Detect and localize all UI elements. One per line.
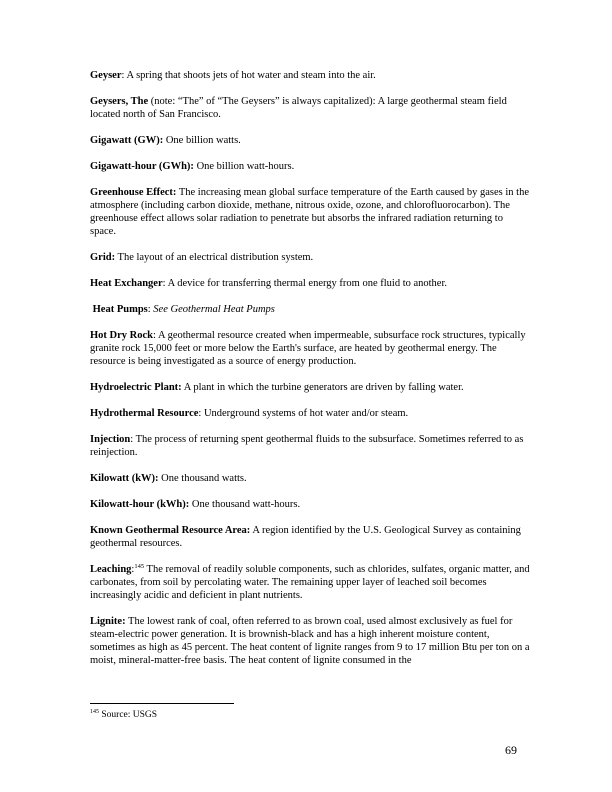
footnote-number: 145 [90,709,99,715]
term: Heat Pumps [92,304,148,315]
term: Lignite: [90,616,126,627]
term: Grid: [90,252,116,263]
definition: The removal of readily soluble components, such as chlorides, sulfates, organic matter, and carbonates, from soil by percolating water. The remaining upper layer of leached soil becomes increasingly acidic and deficient in plant nutrients. [90,564,530,601]
glossary-entry-kilowatt [90,472,530,485]
definition: A region identified by the U.S. Geological Survey as containing geothermal resources. [90,525,521,549]
term: Greenhouse Effect: [90,187,177,198]
glossary-entry-geysers-the [90,95,530,121]
term: Gigawatt (GW): [90,135,164,146]
footnote-text: Source: USGS [99,710,158,720]
term: Geyser [90,70,122,81]
separator: : [130,434,136,445]
term: Injection [90,434,131,445]
term: Hydroelectric Plant: [90,382,182,393]
separator: : [153,330,158,341]
definition: The layout of an electrical distribution system. [117,252,314,263]
page-number: 69 [505,743,517,757]
glossary-entry-gigawatt-hour [90,160,530,173]
separator: : [131,564,135,575]
definition: A geothermal resource created when impermeable, subsurface rock structures, typically granite rock 15,000 feet or more below the Earth's surface, are heated by geothermal energy. The resource is being investigated as a source of energy production. [90,330,526,367]
definition: The increasing mean global surface temperature of the Earth caused by gases in the atmosphere (including carbon dioxide, methane, nitrous oxide, ozone, and chlorofluorocarbon). The greenhouse effect allows solar radiation to penetrate but absorbs the infrared radiation returning to space. [90,187,530,237]
glossary-entry-gigawatt [90,134,530,147]
definition: Underground systems of hot water and/or steam. [203,408,409,419]
definition: One thousand watts. [161,473,247,484]
glossary-entry-hydroelectric-plant [90,381,530,394]
glossary-entry-grid [90,251,530,264]
definition: One billion watt-hours. [196,161,295,172]
glossary-entry-lignite [90,615,530,667]
definition: (note: “The” of “The Geysers” is always capitalized): A large geothermal steam field located north of San Francisco. [90,96,507,120]
term: Gigawatt-hour (GWh): [90,161,194,172]
glossary-entry-heat-pumps [90,303,530,316]
definition: The lowest rank of coal, often referred to as brown coal, used almost exclusively as fuel for steam-electric power generation. It is brownish-black and has a high inherent moisture content, sometimes as high as 45 percent. The heat content of lignite ranges from 9 to 17 million Btu per ton on a moist, mineral-matter-free basis. The heat content of lignite consumed in the [90,616,530,666]
term: Geysers, The [90,96,149,107]
footnote-separator-line [90,703,234,704]
cross-reference: See Geothermal Heat Pumps [153,304,275,315]
glossary-entry-injection [90,433,530,459]
footnote [90,709,157,721]
glossary-list [90,69,530,680]
glossary-entry-hydrothermal-resource [90,407,530,420]
glossary-entry-heat-exchanger [90,277,530,290]
glossary-entry-hot-dry-rock [90,329,530,368]
glossary-entry-leaching [90,563,530,602]
definition: A plant in which the turbine generators are driven by falling water. [183,382,464,393]
separator: : [121,70,127,81]
definition: A spring that shoots jets of hot water and steam into the air. [126,70,376,81]
separator: : [147,304,154,315]
term: Kilowatt (kW): [90,473,159,484]
definition: One billion watts. [165,135,241,146]
separator: : [162,278,168,289]
term: Heat Exchanger [90,278,163,289]
definition: The process of returning spent geothermal fluids to the subsurface. Sometimes referred to as reinjection. [90,434,524,458]
footnote-marker: 145 [134,563,145,570]
glossary-entry-kilowatt-hour [90,498,530,511]
definition: One thousand watt-hours. [191,499,301,510]
term: Kilowatt-hour (kWh): [90,499,190,510]
separator: : [198,408,204,419]
term: Leaching [90,564,132,575]
term: Hot Dry Rock [90,330,153,341]
term: Hydrothermal Resource [90,408,199,419]
glossary-entry-geyser [90,69,530,82]
glossary-entry-known-geothermal-resource-area [90,524,530,550]
definition: A device for transferring thermal energy from one fluid to another. [167,278,448,289]
glossary-entry-greenhouse-effect [90,186,530,238]
term: Known Geothermal Resource Area: [90,525,251,536]
